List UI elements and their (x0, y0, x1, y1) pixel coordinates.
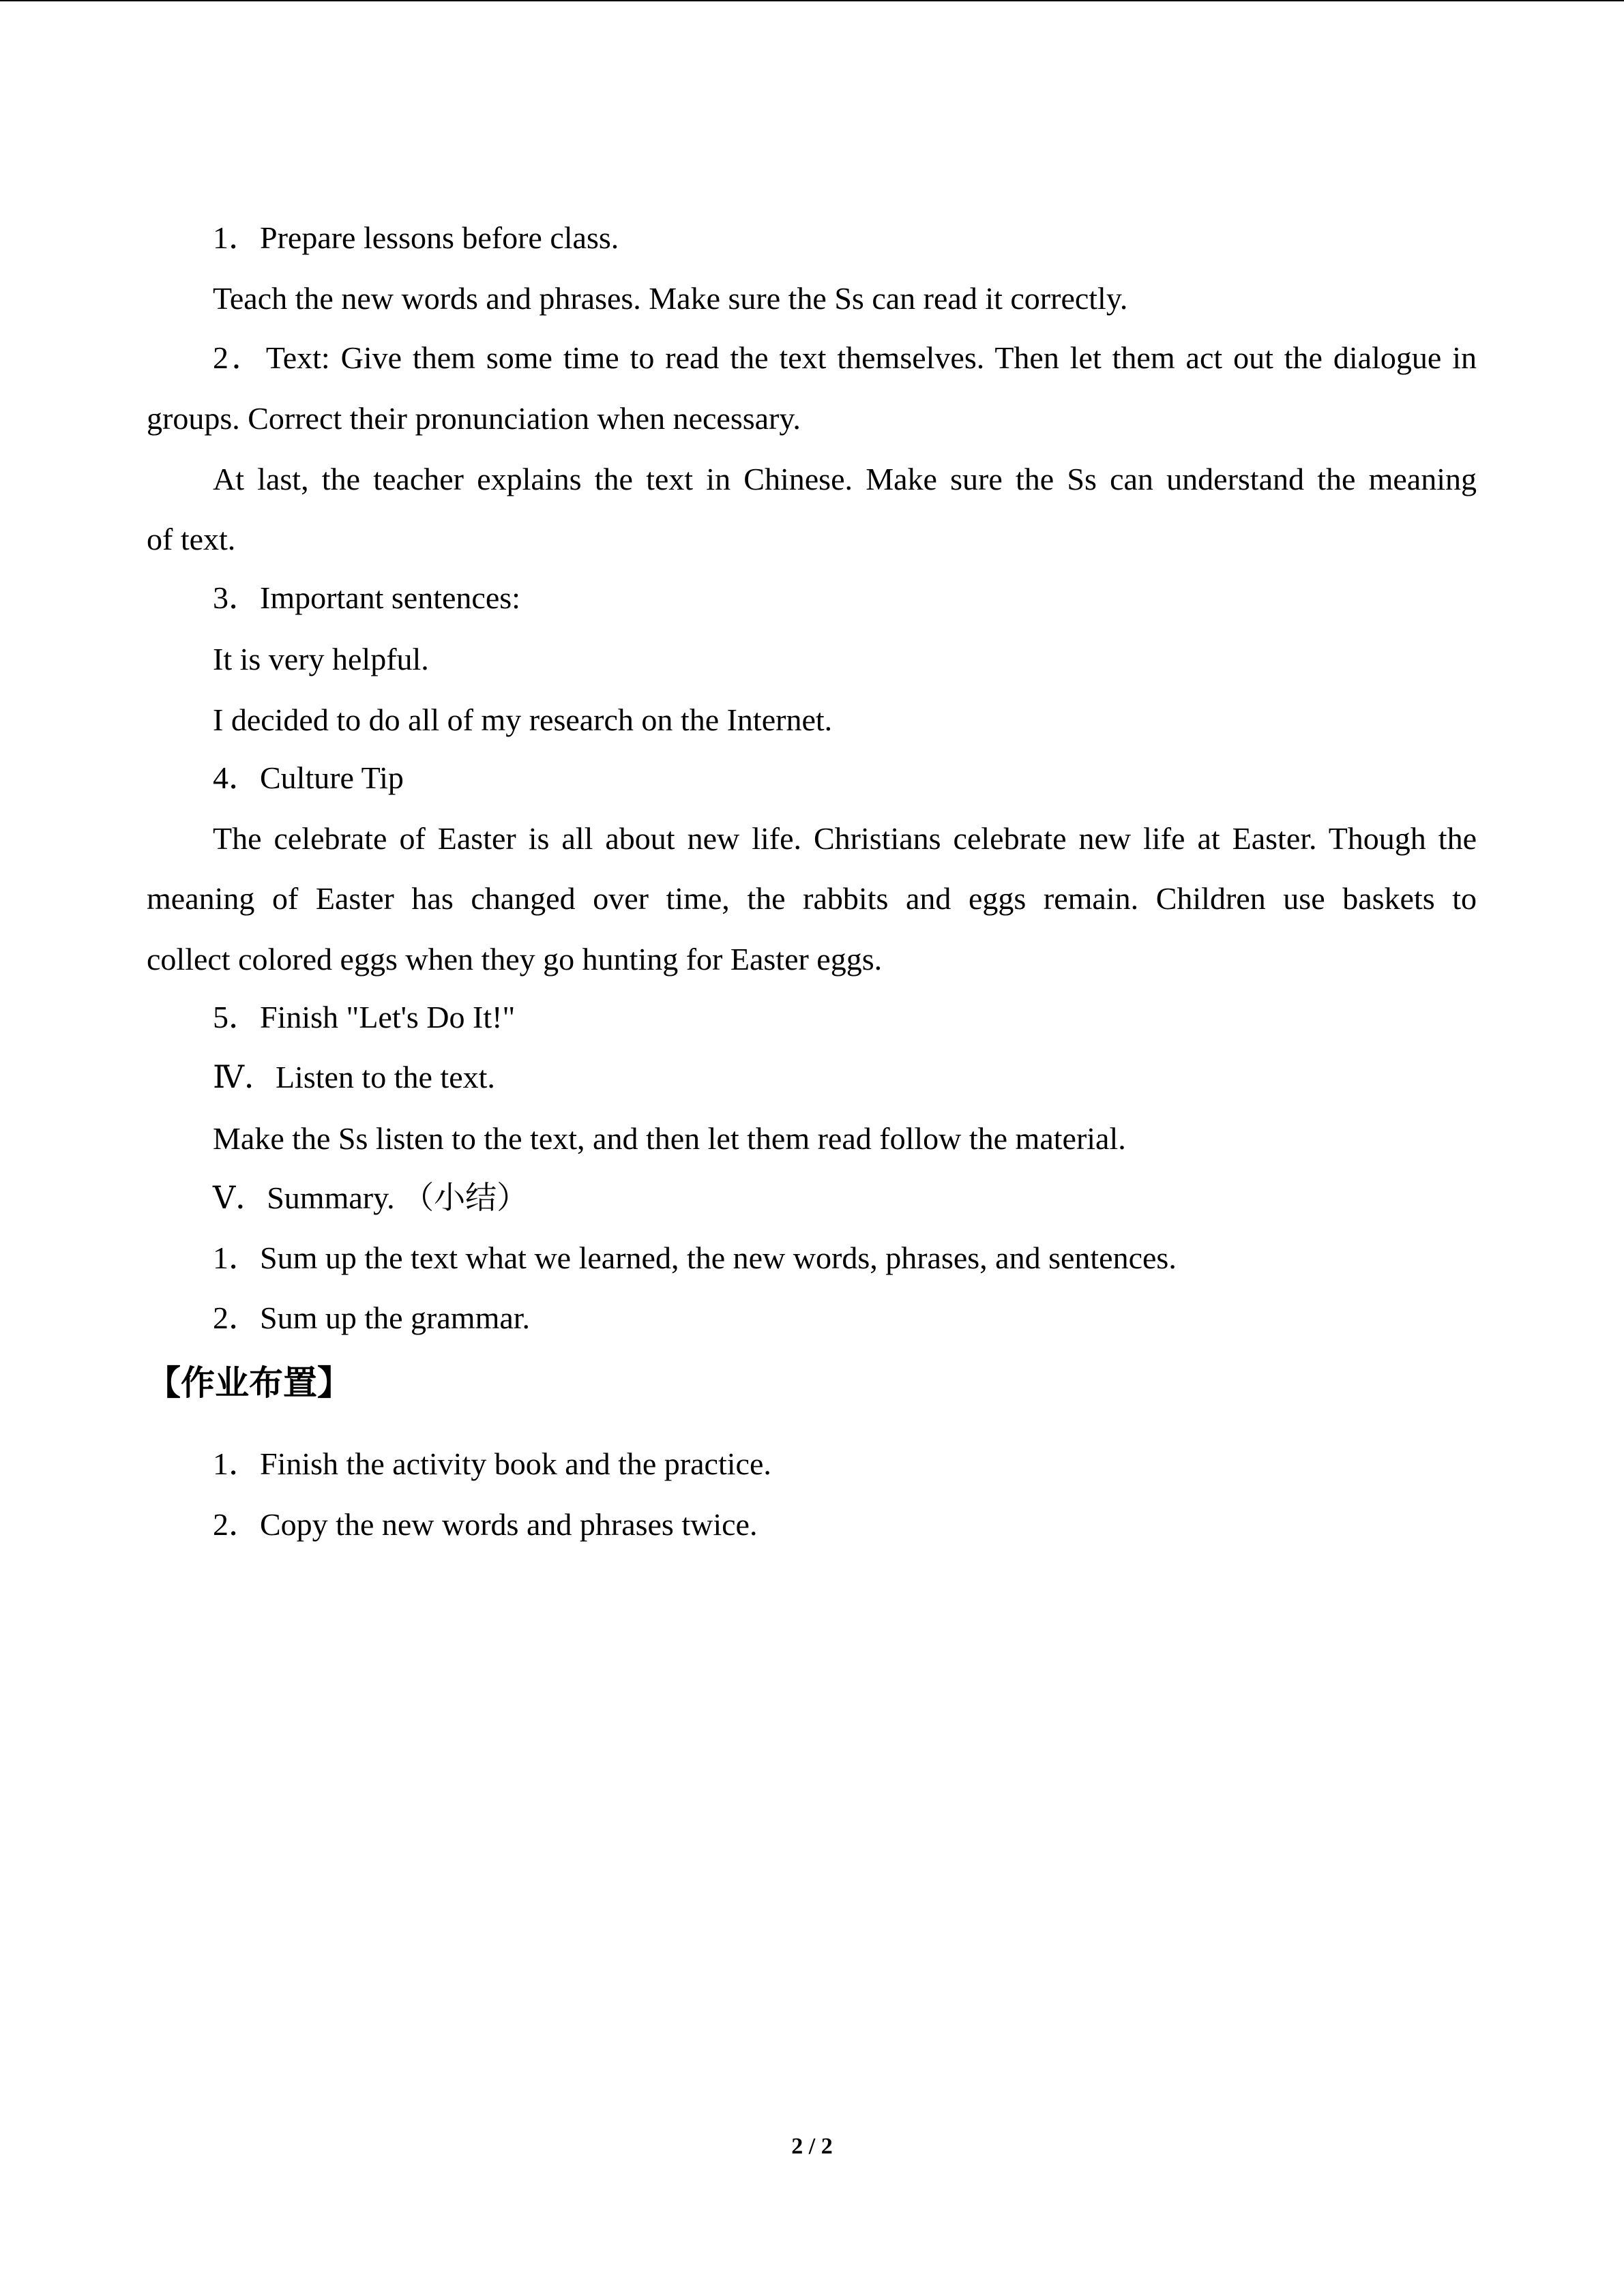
summary-item-1: 1．Sum up the text what we learned, the new words, phrases, and sentences. (213, 1240, 1177, 1275)
homework-item-2: 2．Copy the new words and phrases twice. (213, 1507, 758, 1542)
section-4-listen: Ⅳ．Listen to the text. (213, 1060, 495, 1094)
teach-words-line: Teach the new words and phrases. Make sure the Ss can read it correctly. (213, 281, 1128, 316)
step-1-prepare: 1．Prepare lessons before class. (213, 220, 619, 255)
sentence-research: I decided to do all of my research on the Internet. (213, 702, 833, 737)
culture-tip-line-3: collect colored eggs when they go hunting for Easter eggs. (147, 942, 883, 976)
step-2-text-line-2: groups. Correct their pronunciation when necessary. (147, 401, 801, 436)
step-3-sentences: 3．Important sentences: (213, 580, 520, 615)
explain-text-line-2: of text. (147, 522, 236, 556)
page-number: 2 / 2 (791, 2134, 833, 2159)
summary-item-2: 2．Sum up the grammar. (213, 1300, 531, 1335)
step-4-culture-tip: 4．Culture Tip (213, 760, 404, 795)
section-5-summary: Ⅴ．Summary. （小结） (213, 1180, 529, 1215)
homework-item-1: 1．Finish the activity book and the practice. (213, 1446, 771, 1481)
culture-tip-line-2: meaning of Easter has changed over time, the rabbits and eggs remain. Children use baskets to (147, 881, 1477, 916)
sentence-helpful: It is very helpful. (213, 642, 429, 676)
step-5-lets-do-it: 5．Finish "Let's Do It!" (213, 1000, 516, 1034)
homework-heading: 【作业布置】 (147, 1363, 351, 1403)
listen-instructions: Make the Ss listen to the text, and then let them read follow the material. (213, 1121, 1126, 1156)
step-2-text-line-1: 2．Text: Give them some time to read the text themselves. Then let them act out the dialogue in (213, 340, 1477, 375)
explain-text-line-1: At last, the teacher explains the text in Chinese. Make sure the Ss can understand the meaning (213, 462, 1477, 496)
culture-tip-line-1: The celebrate of Easter is all about new life. Christians celebrate new life at Easter. Though the (213, 821, 1477, 856)
